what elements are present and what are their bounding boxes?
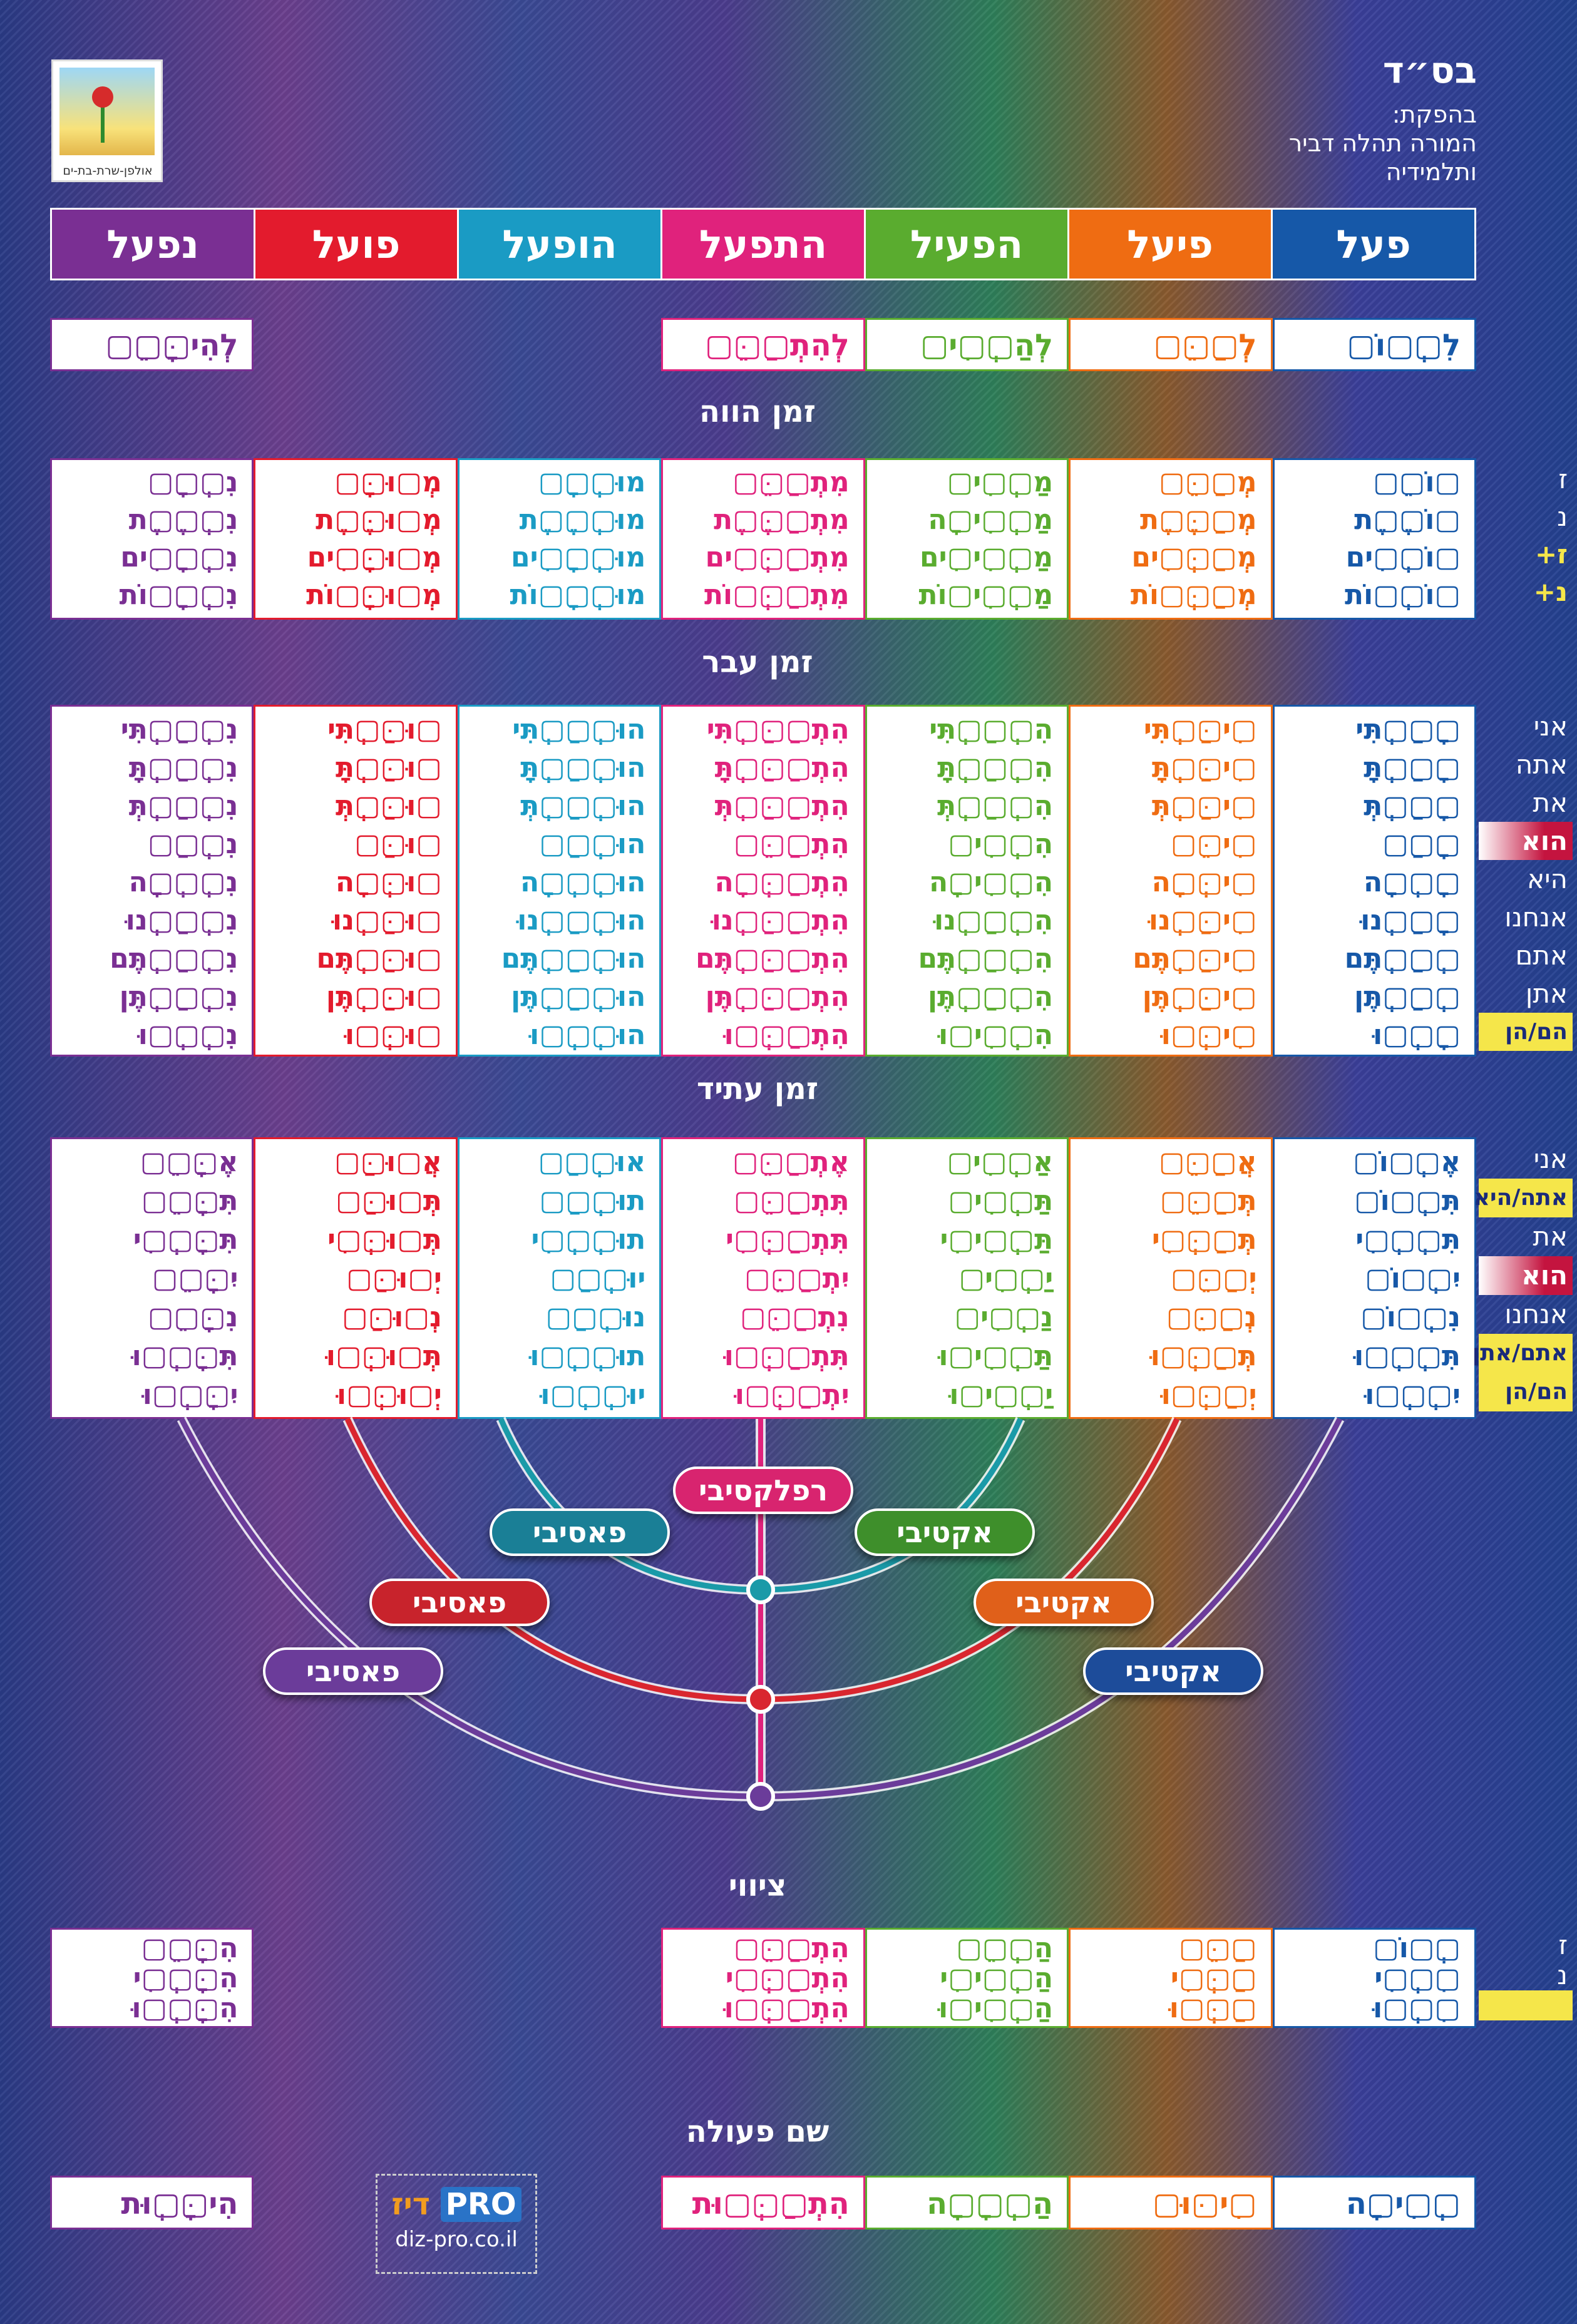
credit-line: המורה תהלה דביר [1288, 130, 1477, 157]
present-cell: מְ▢ַ▢ֵּ▢ מְ▢ַ▢ֶּ▢ֶת מְ▢ַ▢ְּ▢ִים מְ▢ַ▢ְּ▢וֹת [1069, 458, 1272, 620]
noun-cell: ▢ְ▢ִי▢ָה [1273, 2176, 1476, 2229]
infinitive-row [50, 318, 1476, 371]
binyan-header-cell: הופעל [457, 210, 660, 279]
active-pill-paal: אקטיבי [1083, 1647, 1263, 1695]
school-logo [51, 59, 163, 182]
past-row [50, 705, 1476, 1057]
credit-block [1289, 100, 1477, 187]
person-label: נ+ [1533, 576, 1568, 607]
infinitive-cell: לְהִתְ▢ַ▢ֵּ▢ [661, 318, 865, 371]
future-cell: אֶ▢ְ▢וֹ▢ תִּ▢ְ▢וֹ▢ תִּ▢ְ▢ְ▢ִי יִ▢ְ▢וֹ▢ נִ▢ְ▢וֹ▢ תִּ▢ְ▢ְ▢וּ יִ▢ְ▢ְ▢וּ [1273, 1137, 1476, 1419]
infinitive-cell [254, 318, 457, 371]
present-cell: ▢וֹ▢ֵ▢ ▢וֹ▢ֶ▢ֶת ▢וֹ▢ְ▢ִים ▢וֹ▢ְ▢וֹת [1273, 458, 1476, 620]
noun-cell: הַ▢ְ▢ָ▢ָה [865, 2176, 1069, 2229]
infinitive-cell [458, 318, 661, 371]
section-title-future: זמן עתיד [696, 1072, 819, 1107]
person-label: היא [1527, 864, 1568, 894]
person-label: ז [1558, 464, 1568, 494]
present-cell: מְ▢וּ▢ָּ▢ מְ▢וּ▢ֶּ▢ֶת מְ▢וּ▢ָּ▢ִים מְ▢וּ▢ָּ▢וֹת [254, 458, 457, 620]
noun-row [50, 2176, 1476, 2229]
imperative-cell: הִתְ▢ַ▢ֵּ▢ הִתְ▢ַ▢ְּ▢ִי הִתְ▢ַ▢ְּ▢וּ [661, 1928, 865, 2028]
brand-logo [376, 2174, 537, 2274]
infinitive-cell: לְהִי▢ָּ▢ֵ▢ [50, 318, 254, 371]
present-cell: מִתְ▢ַ▢ֵּ▢ מִתְ▢ַ▢ֶּ▢ֶת מִתְ▢ַ▢ְּ▢ִים מִתְ▢ַ▢ְּ▢וֹת [661, 458, 865, 620]
binyan-header-cell: נפעל [52, 210, 254, 279]
imperative-cell [254, 1928, 457, 2028]
imperative-cell: ▢ַ▢ֵּ▢ ▢ַ▢ְּ▢ִי ▢ַ▢ְּ▢וּ [1069, 1928, 1272, 2028]
imperative-cell [458, 1928, 661, 2028]
binyan-header-cell: התפעל [660, 210, 864, 279]
credit-line: בהפקת: [1392, 101, 1477, 128]
binyan-header-cell: פיעל [1067, 210, 1271, 279]
noun-cell: הִתְ▢ַ▢ְּ▢וּת [661, 2176, 865, 2229]
past-persons [1479, 707, 1573, 1051]
future-persons [1472, 1140, 1573, 1411]
binyan-header-cell: הפעיל [864, 210, 1067, 279]
section-title-present: זמן הווה [699, 394, 816, 429]
brand-diz: דיז [391, 2187, 430, 2222]
person-label: את [1533, 1221, 1568, 1252]
imperative-cell: ▢ְ▢וֹ▢ ▢ִ▢ְ▢ִי ▢ִ▢ְ▢וּ [1273, 1928, 1476, 2028]
past-cell: ▢וּ▢ַּ▢ְתִּי ▢וּ▢ַּ▢ְתָּ ▢וּ▢ַּ▢ְתְּ ▢וּ▢ַּ▢ ▢וּ▢ְּ▢ָה ▢וּ▢ַּ▢ְנוּ ▢וּ▢ַּ▢ְתֶּם ▢וּ▢ַּ▢ְתֶּן ▢וּ▢ְּ▢וּ [254, 705, 457, 1057]
person-label: הוא [1479, 1256, 1573, 1295]
infinitive-cell: לְהַ▢ְ▢ִי▢ [865, 318, 1069, 371]
future-cell: אוּ▢ְ▢ַ▢ תוּ▢ְ▢ַ▢ תוּ▢ְ▢ְ▢ִי יוּ▢ְ▢ַ▢ נוּ▢ְ▢ַ▢ תוּ▢ְ▢ְ▢וּ יוּ▢ְ▢ְ▢וּ [458, 1137, 661, 1419]
future-cell: אֲ▢ַ▢ֵּ▢ תְּ▢ַ▢ֵּ▢ תְּ▢ַ▢ְּ▢ִי יְ▢ַ▢ֵּ▢ נְ▢ַ▢ֵּ▢ תְּ▢ַ▢ְּ▢וּ יְ▢ַ▢ְּ▢וּ [1069, 1137, 1272, 1419]
past-cell: הוּ▢ְ▢ַ▢ְתִּי הוּ▢ְ▢ַ▢ְתָּ הוּ▢ְ▢ַ▢ְתְּ הוּ▢ְ▢ַ▢ הוּ▢ְ▢ְ▢ָה הוּ▢ְ▢ַ▢ְנוּ הוּ▢ְ▢ַ▢ְתֶּם הוּ▢ְ▢ַ▢ְתֶּן הוּ▢ְ▢ְ▢וּ [458, 705, 661, 1057]
section-title-imperative: ציווי [728, 1868, 787, 1903]
section-title-noun: שם פעולה [686, 2114, 830, 2149]
infinitive-cell: לְ▢ַ▢ֵּ▢ [1069, 318, 1272, 371]
logo-image [59, 68, 155, 155]
binyanim-header [50, 208, 1476, 280]
present-persons [1479, 461, 1573, 611]
past-cell: ▢ָ▢ַ▢ְתִּי ▢ָ▢ַ▢ְתָּ ▢ָ▢ַ▢ְתְּ ▢ָ▢ַ▢ ▢ָ▢ְ▢ָה ▢ָ▢ַ▢ְנוּ ▢ְ▢ַ▢ְתֶּם ▢ְ▢ַ▢ְתֶּן ▢ָ▢ְ▢וּ [1273, 705, 1476, 1057]
present-cell: מוּ▢ְ▢ָ▢ מוּ▢ְ▢ֶ▢ֶת מוּ▢ְ▢ָ▢ִים מוּ▢ְ▢ָ▢וֹת [458, 458, 661, 620]
noun-cell: הִי▢ָּ▢ְוּת [50, 2176, 254, 2229]
imperative-cell: הִ▢ָּ▢ֵ▢ הִ▢ָּ▢ְ▢ִי הִ▢ָּ▢ְ▢וּ [50, 1928, 254, 2028]
active-pill-piel: אקטיבי [973, 1579, 1154, 1626]
imperative-cell: הַ▢ְ▢ֵ▢ הַ▢ְ▢ִי▢ִי הַ▢ְ▢ִי▢וּ [865, 1928, 1069, 2028]
binyan-header-cell: פעל [1271, 210, 1474, 279]
brand-url: diz-pro.co.il [395, 2227, 518, 2252]
person-label: הוא [1479, 822, 1573, 860]
passive-pill-hufal: פאסיבי [490, 1508, 670, 1556]
person-label: אתן [1525, 978, 1568, 1009]
infinitive-cell: לִ▢ְ▢וֹ▢ [1273, 318, 1476, 371]
future-cell: אֲ▢וּ▢ַּ▢ תְּ▢וּ▢ַּ▢ תְּ▢וּ▢ְּ▢ִי יְ▢וּ▢ַּ▢ נְ▢וּ▢ַּ▢ תְּ▢וּ▢ְּ▢וּ יְ▢וּ▢ְּ▢וּ [254, 1137, 457, 1419]
person-label: אתם [1515, 940, 1568, 971]
person-label: נ [1557, 1960, 1568, 1990]
section-title-past: זמן עבר [702, 645, 813, 680]
past-cell: נִ▢ְ▢ַ▢ְתִּי נִ▢ְ▢ַ▢ְתָּ נִ▢ְ▢ַ▢ְתְּ נִ▢ְ▢ַ▢ נִ▢ְ▢ְ▢ָה נִ▢ְ▢ַ▢ְנוּ נִ▢ְ▢ַ▢ְתֶּם נִ▢ְ▢ַ▢ְתֶּן נִ▢ְ▢ְ▢וּ [50, 705, 254, 1057]
person-label: אנחנו [1504, 1299, 1568, 1329]
future-row [50, 1137, 1476, 1419]
person-label: נ [1557, 501, 1568, 532]
credit-line: ותלמידיה [1385, 158, 1477, 186]
brand-pro: PRO [441, 2187, 521, 2222]
past-cell: הִ▢ְ▢ַ▢ְתִּי הִ▢ְ▢ַ▢ְתָּ הִ▢ְ▢ַ▢ְתְּ הִ▢ְ▢ִי▢ הִ▢ְ▢ִי▢ָה הִ▢ְ▢ַ▢ְנוּ הִ▢ְ▢ַ▢ְתֶּם הִ▢ְ▢ַ▢ְתֶּן הִ▢ְ▢ִי▢וּ [865, 705, 1069, 1057]
active-pill-hifil: אקטיבי [855, 1508, 1035, 1556]
person-label: הם/הן [1479, 1373, 1573, 1411]
imperative-row [50, 1928, 1476, 2028]
page-title: בס״ד [1382, 49, 1477, 91]
past-cell: הִתְ▢ַ▢ַּ▢ְתִּי הִתְ▢ַ▢ַּ▢ְתָּ הִתְ▢ַ▢ַּ▢ְתְּ הִתְ▢ַ▢ֵּ▢ הִתְ▢ַ▢ְּ▢ָה הִתְ▢ַ▢ַּ▢ְנוּ הִתְ▢ַ▢ַּ▢ְתֶּם הִתְ▢ַ▢ַּ▢ְתֶּן הִתְ▢ַ▢ְּ▢וּ [661, 705, 865, 1057]
binyan-header-cell: פועל [254, 210, 457, 279]
passive-pill-nifal: פאסיבי [263, 1647, 443, 1695]
present-cell: נִ▢ְ▢ָ▢ נִ▢ְ▢ֶ▢ֶת נִ▢ְ▢ָ▢ִים נִ▢ְ▢ָ▢וֹת [50, 458, 254, 620]
person-label: אתה/היא [1479, 1179, 1573, 1217]
person-label: הם/הן [1479, 1013, 1573, 1051]
future-cell: אַ▢ְ▢ִי▢ תַּ▢ְ▢ִי▢ תַּ▢ְ▢ִי▢ִי יַ▢ְ▢ִי▢ נַ▢ְ▢ִי▢ תַּ▢ְ▢ִי▢וּ יַ▢ְ▢ִי▢וּ [865, 1137, 1069, 1419]
person-label: אני [1533, 711, 1568, 742]
person-label: אני [1533, 1144, 1568, 1174]
person-label: ז [1558, 1930, 1568, 1960]
person-label: ז+/נ+ [1479, 1990, 1573, 2020]
past-cell: ▢ִי▢ַּ▢ְתִּי ▢ִי▢ַּ▢ְתָּ ▢ִי▢ַּ▢ְתְּ ▢ִי▢ֵּ▢ ▢ִי▢ְּ▢ָה ▢ִי▢ַּ▢ְנוּ ▢ִי▢ַּ▢ְתֶּם ▢ִי▢ַּ▢ְתֶּן ▢ִי▢ְּ▢וּ [1069, 705, 1272, 1057]
person-label: אתה [1515, 749, 1568, 780]
flower-icon [92, 86, 113, 108]
present-cell: מַ▢ְ▢ִי▢ מַ▢ְ▢ִי▢ָה מַ▢ְ▢ִי▢ִים מַ▢ְ▢ִי▢וֹת [865, 458, 1069, 620]
logo-stem [101, 105, 105, 143]
person-label: ז+ [1534, 539, 1568, 570]
person-label: אנחנו [1504, 902, 1568, 933]
person-label: את [1533, 787, 1568, 818]
logo-text: אולפן-שרת-בת-ים [63, 164, 153, 178]
reflexive-pill: רפלקסיבי [673, 1467, 853, 1514]
future-cell: אֶתְ▢ַ▢ֵּ▢ תִּתְ▢ַ▢ֵּ▢ תִּתְ▢ַ▢ְּ▢ִי יִתְ▢ַ▢ֵּ▢ נִתְ▢ַ▢ֵּ▢ תִּתְ▢ַ▢ְּ▢וּ יִתְ▢ַ▢ְּ▢וּ [661, 1137, 865, 1419]
future-cell: אֶ▢ָּ▢ֵ▢ תִּ▢ָּ▢ֵ▢ תִּ▢ָּ▢ְ▢ִי יִ▢ָּ▢ֵ▢ נִ▢ָּ▢ֵ▢ תִּ▢ָּ▢ְ▢וּ יִ▢ָּ▢ְ▢וּ [50, 1137, 254, 1419]
noun-cell: ▢ִי▢ּוּ▢ [1069, 2176, 1272, 2229]
present-row [50, 458, 1476, 620]
passive-pill-pual: פאסיבי [369, 1579, 550, 1626]
person-label: אתם/אתן [1479, 1334, 1573, 1373]
imperative-persons [1479, 1930, 1573, 2020]
